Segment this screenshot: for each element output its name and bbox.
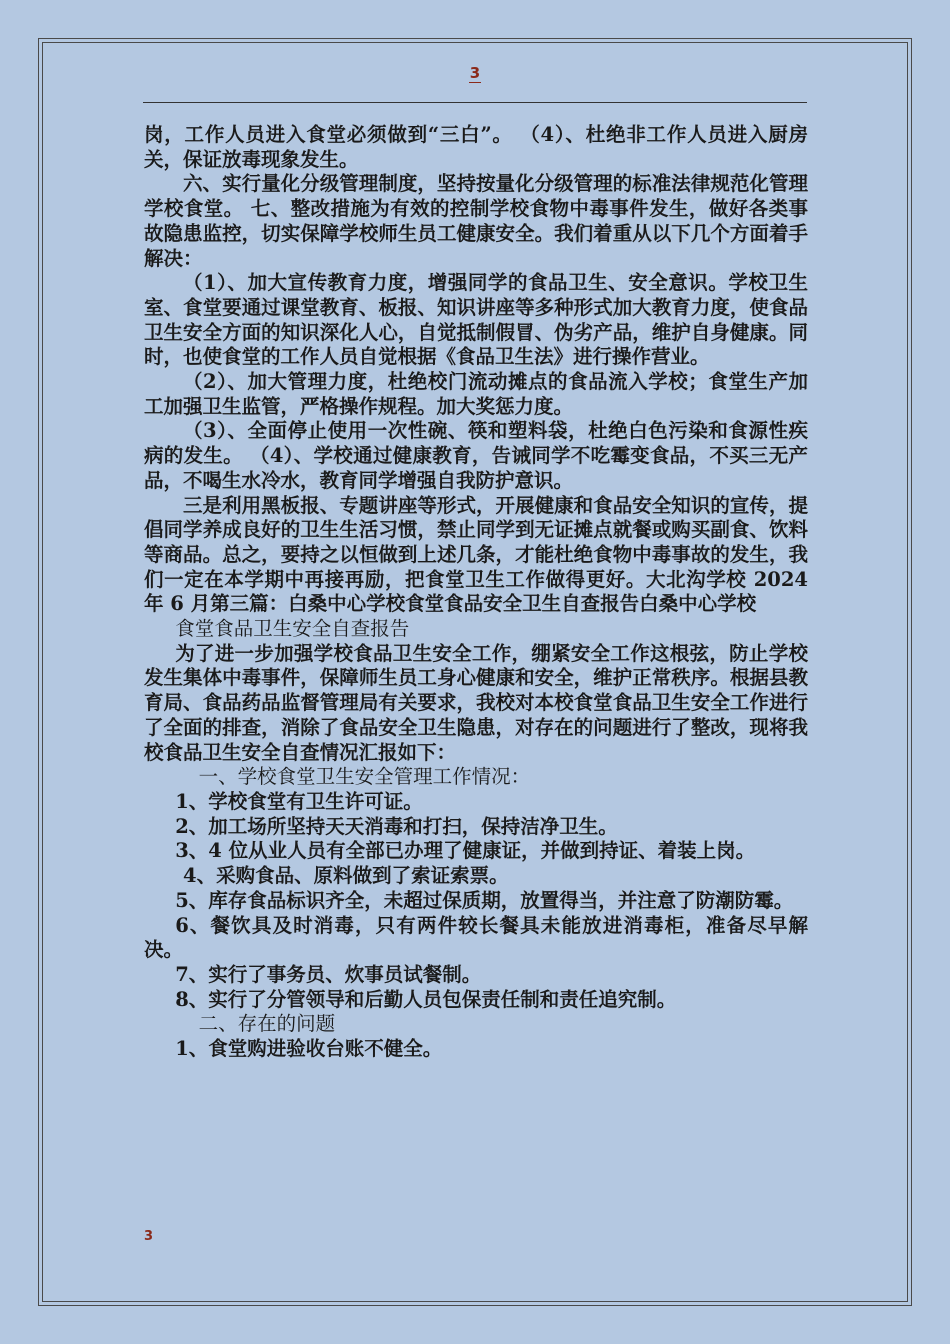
paragraph: 岗，工作人员进入食堂必须做到“三白”。 （4）、杜绝非工作人员进入厨房关，保证放毒现象发生。 [144,123,808,171]
paragraph: 8、实行了分管领导和后勤人员包保责任制和责任追究制。 [175,987,677,1011]
paragraph: 1、学校食堂有卫生许可证。 [175,789,423,813]
paragraph: 六、实行量化分级管理制度，坚持按量化分级管理的标准法律规范化管理学校食堂。 七、整改措施为有效的控制学校食物中毒事件发生，做好各类事故隐患监控，切实保障学校师生员工健康安全。我们着重从以下几个方面着手解决： [144,172,808,270]
paragraph: 三是利用黑板报、专题讲座等形式，开展健康和食品安全知识的宣传，提倡同学养成良好的卫生生活习惯，禁止同学到无证摊点就餐或购买副食、饮料等商品。总之，要持之以恒做到上述几条，才能杜绝食物中毒事故的发生，我们一定在本学期中再接再励，把食堂卫生工作做得更好。大北沟学校 2024 年 6 月第三篇：白桑中心学校食堂食品安全卫生自查报告白桑中心学校 [144,493,808,616]
paragraph: 3、4 位从业人员有全部已办理了健康证，并做到持证、着装上岗。 [175,839,756,863]
paragraph: （3）、全面停止使用一次性碗、筷和塑料袋，杜绝白色污染和食源性疾病的发生。 （4）、学校通过健康教育，告诫同学不吃霉变食品，不买三无产品，不喝生水冷水，教育同学增强自我防护意识。 [144,419,808,492]
paragraph: 二、存在的问题 [198,1012,336,1036]
paragraph: 4、采购食品、原料做到了索证索票。 [183,864,509,888]
paragraph: 食堂食品卫生安全自查报告 [175,617,410,641]
paragraph: 一、学校食堂卫生安全管理工作情况： [198,765,531,789]
paragraph: （2）、加大管理力度，杜绝校门流动摊点的食品流入学校；食堂生产加工加强卫生监管，严格操作规程。加大奖惩力度。 [144,370,808,418]
footer-page-number: 3 [144,1229,154,1244]
header-page-number: 3 [469,64,481,82]
paragraph: 6、餐饮具及时消毒，只有两件较长餐具未能放进消毒柜，准备尽早解决。 [144,913,808,962]
document-body [144,123,808,1062]
paragraph: 为了进一步加强学校食品卫生安全工作，绷紧安全工作这根弦，防止学校发生集体中毒事件，保障师生员工身心健康和安全，维护正常秩序。根据县教育局、食品药品监督管理局有关要求，我校对本校食堂食品卫生安全工作进行了全面的排查，消除了食品安全卫生隐患，对存在的问题进行了整改，现将我校食品卫生安全自查情况汇报如下： [144,641,808,764]
paragraph: 2、加工场所坚持天天消毒和打扫，保持洁净卫生。 [175,814,618,838]
header-divider [143,102,807,103]
paragraph: 7、实行了事务员、炊事员试餐制。 [175,962,482,986]
paragraph: （1）、加大宣传教育力度，增强同学的食品卫生、安全意识。学校卫生室、食堂要通过课堂教育、板报、知识讲座等多种形式加大教育力度，使食品卫生安全方面的知识深化人心，自觉抵制假冒、伪劣产品，维护自身健康。同时，也使食堂的工作人员自觉根据《食品卫生法》进行操作营业。 [144,271,808,369]
paragraph: 1、食堂购进验收台账不健全。 [175,1037,443,1061]
paragraph: 5、库存食品标识齐全，未超过保质期，放置得当，并注意了防潮防霉。 [175,888,794,912]
